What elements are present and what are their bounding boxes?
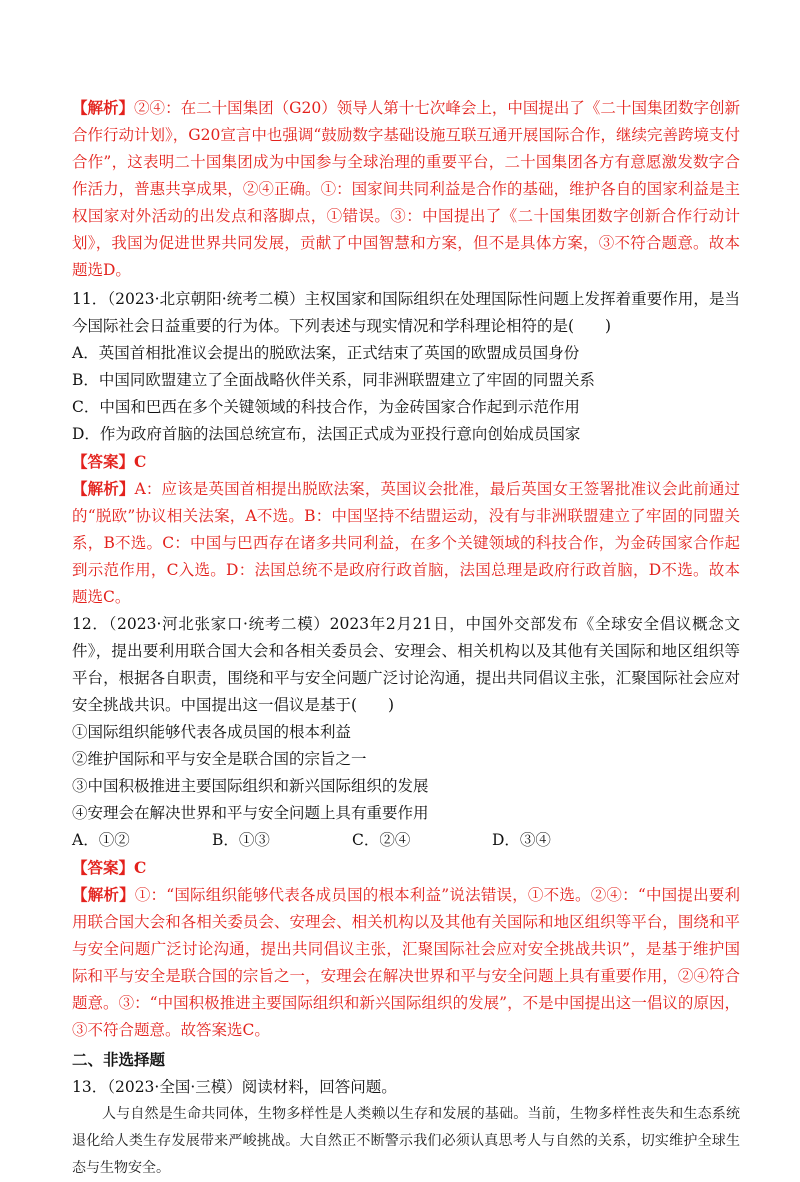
q12-options: [72, 827, 740, 854]
q13-passage: 人与自然是生命共同体，生物多样性是人类赖以生存和发展的基础。当前，生物多样性丧失和生态系统退化给人类生存发展带来严峻挑战。大自然正不断警示我们必须认真思考人与自然的关系，切实维护全球生态与生物安全。: [72, 1106, 740, 1176]
q11-answer: [72, 448, 740, 475]
q12-analysis-tag: 【解析】: [72, 885, 135, 904]
q11-analysis: [72, 475, 740, 611]
q12-option-b: B．①③: [212, 831, 270, 849]
q10-analysis-tag: 【解析】: [72, 98, 135, 117]
q11-option-b: B．中国同欧盟建立了全面战略伙伴关系，同非洲联盟建立了牢固的同盟关系: [72, 371, 595, 389]
q11-answer-tag: 【答案】: [72, 452, 135, 471]
q12-option-d: D．③④: [492, 831, 551, 849]
q12-answer-tag: 【答案】: [72, 858, 135, 877]
q11-option-d: D．作为政府首脑的法国总统宣布，法国正式成为亚投行意向创始成员国家: [72, 425, 581, 443]
q12-statement-4: ④安理会在解决世界和平与安全问题上具有重要作用: [72, 804, 429, 822]
q12-statement-1: ①国际组织能够代表各成员国的根本利益: [72, 723, 352, 741]
q11-answer-value: C: [134, 452, 147, 471]
q13-stem: 13．（2023·全国·三模）阅读材料，回答问题。: [72, 1078, 397, 1096]
q11-analysis-tag: 【解析】: [72, 479, 135, 498]
q11-option-a: A．英国首相批准议会提出的脱欧法案，正式结束了英国的欧盟成员国身份: [72, 344, 580, 362]
document-content: [72, 94, 740, 1182]
q12-analysis: [72, 881, 740, 1044]
q12-stem: 12．（2023·河北张家口·统考二模）2023年2月21日，中国外交部发布《全球安全倡议概念文件》，提出要利用联合国大会和各相关委员会、安理会、相关机构以及其他有关国际和地区组织等平台，根据各自职责，围绕和平与安全问题广泛讨论沟通，提出共同倡议主张，汇聚国际社会应对安全挑战共识。中国提出这一倡议是基于( ): [72, 615, 740, 714]
q12-option-a: A．①②: [72, 831, 130, 849]
q10-analysis-text: ②④：在二十国集团（G20）领导人第十七次峰会上，中国提出了《二十国集团数字创新合作行动计划》，G20宣言中也强调“鼓励数字基础设施互联互通开展国际合作，继续完善跨境支付合作”，这表明二十国集团成为中国参与全球治理的重要平台，二十国集团各方有意愿激发数字合作活力，普惠共享成果，②④正确。①：国家间共同利益是合作的基础，维护各自的国家利益是主权国家对外活动的出发点和落脚点，①错误。③：中国提出了《二十国集团数字创新合作行动计划》，我国为促进世界共同发展，贡献了中国智慧和方案，但不是具体方案，③不符合题意。故本题选D。: [72, 99, 740, 279]
q12-analysis-text: ①：“国际组织能够代表各成员国的根本利益”说法错误，①不选。②④：“中国提出要利用联合国大会和各相关委员会、安理会、相关机构以及其他有关国际和地区组织等平台，围绕和平与安全问题广泛讨论沟通，提出共同倡议主张，汇聚国际社会应对安全挑战共识”，是基于维护国际和平与安全是联合国的宗旨之一，安理会在解决世界和平与安全问题上具有重要作用，②④符合题意。③：“中国积极推进主要国际组织和新兴国际组织的发展”，不是中国提出这一倡议的原因，③不符合题意。故答案选C。: [72, 886, 740, 1039]
q12-statement-2: ②维护国际和平与安全是联合国的宗旨之一: [72, 750, 367, 768]
q12-answer-value: C: [134, 858, 147, 877]
q12-statement-3: ③中国积极推进主要国际组织和新兴国际组织的发展: [72, 777, 429, 795]
q11-option-c: C．中国和巴西在多个关键领域的科技合作，为金砖国家合作起到示范作用: [72, 398, 580, 416]
section-title: 二、非选择题: [72, 1050, 166, 1069]
q12-option-c: C．②④: [352, 831, 411, 849]
q10-analysis: [72, 94, 740, 284]
q11-stem: 11．（2023·北京朝阳·统考二模）主权国家和国际组织在处理国际性问题上发挥着重要作用，是当今国际社会日益重要的行为体。下列表述与现实情况和学科理论相符的是( ): [72, 290, 740, 335]
q11-analysis-text: A：应该是英国首相提出脱欧法案，英国议会批准，最后英国女王签署批准议会此前通过的“脱欧”协议相关法案，A不选。B：中国坚持不结盟运动，没有与非洲联盟建立了牢固的同盟关系，B不选。C：中国与巴西存在诸多共同利益，在多个关键领域的科技合作，为金砖国家合作起到示范作用，C入选。D：法国总统不是政府行政首脑，法国总理是政府行政首脑，D不选。故本题选C。: [72, 480, 740, 606]
q12-answer: [72, 854, 740, 881]
